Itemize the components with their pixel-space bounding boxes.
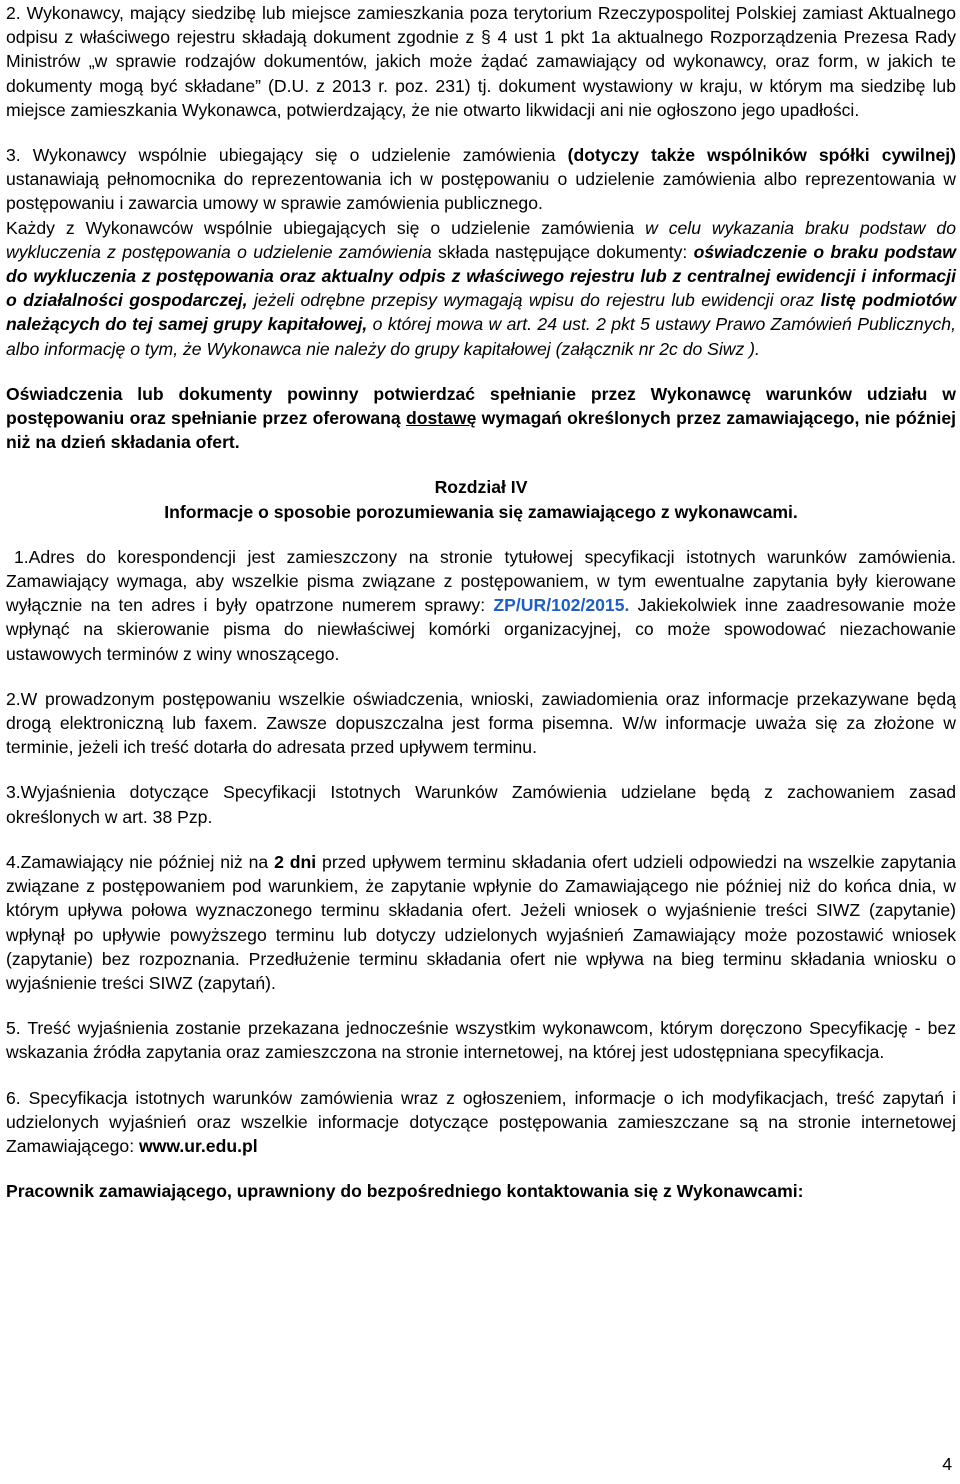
page-content	[6, 1, 956, 1203]
text-run: Jakiekolwiek inne zaadresowanie może wpłynąć na skierowanie pisma do niewłaściwej komórki organizacyjnej, co może spowodować niezachowanie ustawowych terminów z winy wnoszącego.	[6, 595, 956, 664]
text-run: 2 dni	[274, 851, 317, 872]
text-run: 5. Treść wyjaśnienia zostanie przekazana jednocześnie wszystkim wykonawcom, którym doręczono Specyfikację - bez wskazania źródła zapytania oraz zamieszczona na stronie internetowej, na której jest udostępniana specyfikacja.	[6, 1018, 956, 1063]
text-run: 4.Zamawiający nie później niż na	[6, 851, 275, 872]
chapter-subtitle: Informacje o sposobie porozumiewania się zamawiającego z wykonawcami.	[164, 501, 798, 522]
paragraph-electronic-communication	[6, 687, 956, 760]
text-run: oświadczenie o braku podstaw do wykluczenia z postępowania oraz aktualny odpis z właściwego rejestru lub z centralnej ewidencji i informacji o działalności gospodarczej,	[6, 241, 956, 311]
text-run: www.ur.edu.pl	[139, 1135, 258, 1156]
paragraph-clarification-distribution	[6, 1016, 956, 1064]
text-run: przed upływem terminu składania ofert udzieli odpowiedzi na wszelkie zapytania związane z postępowaniem pod warunkiem, że zapytanie wpłynie do Zamawiającego nie później niż do końca dnia, w którym upływa połowa wyznaczonego terminu składania ofert. Jeżeli wniosek o wyjaśnienie treści SIWZ (zapytanie) wpłynął po upływie powyższego terminu lub dotyczy udzielonych wyjaśnień Zamawiający może pozostawić wniosek (zapytanie) bez rozpoznania. Przedłużenie terminu składania ofert nie wpływa na bieg terminu składania wniosku o wyjaśnienie treści SIWZ (zapytań).	[6, 851, 956, 993]
text-run: Każdy z Wykonawców wspólnie ubiegających się o udzielenie zamówienia	[6, 217, 646, 238]
text-run: 1.Adres do korespondencji jest zamieszczony na stronie tytułowej specyfikacji istotnych warunków zamówienia. Zamawiający wymaga, aby wszelkie pisma związane z postępowaniem, w tym ewentualne zapytania były kierowane wyłącznie na ten adres i były opatrzone numerem sprawy:	[6, 546, 956, 616]
text-run: wymagań określonych przez zamawiającego, nie później niż na dzień składania ofert.	[6, 408, 956, 453]
paragraph-joint-contractors	[6, 143, 956, 216]
text-run: (dotyczy także wspólników spółki cywilnej)	[567, 145, 957, 166]
paragraph-contact-person	[6, 1179, 956, 1203]
text-run: jeżeli odrębne przepisy wymagają wpisu do rejestru lub ewidencji oraz	[247, 290, 821, 311]
text-run: 3.Wyjaśnienia dotyczące Specyfikacji Istotnych Warunków Zamówienia udzielane będą z zachowaniem zasad określonych w art. 38 Pzp.	[6, 782, 956, 827]
text-run: dostawę	[405, 408, 477, 429]
text-run: Pracownik zamawiającego, uprawniony do bezpośredniego kontaktowania się z Wykonawcami:	[6, 1181, 804, 1202]
text-run: ustanawiają pełnomocnika do reprezentowania ich w postępowaniu o udzielenie zamówienia albo reprezentowania w postępowaniu i zawarcia umowy w sprawie zamówienia publicznego.	[6, 169, 956, 214]
text-run: 2.W prowadzonym postępowaniu wszelkie oświadczenia, wnioski, zawiadomienia oraz informacje przekazywane będą drogą elektroniczną lub faxem. Zawsze dopuszczalna jest forma pisemna. W/w informacje uważa się za złożone w terminie, jeżeli ich treść dotarła do adresata przed upływem terminu.	[6, 688, 956, 758]
text-run: listę podmiotów należących do tej samej grupy kapitałowej,	[6, 290, 957, 335]
text-run: składa następujące dokumenty:	[431, 241, 694, 262]
text-run: Oświadczenia lub dokumenty powinny potwierdzać spełnianie przez Wykonawcę warunków udziału w postępowaniu oraz spełnianie przez oferowaną	[6, 383, 956, 429]
text-run: o której mowa w art. 24 ust. 2 pkt 5 ustawy Prawo Zamówień Publicznych, albo informację o tym, że Wykonawca nie należy do grupy kapitałowej (załącznik nr 2c do Siwz ).	[6, 314, 956, 359]
paragraph-joint-documents	[6, 216, 956, 361]
text-run: 2. Wykonawcy, mający siedzibę lub miejsce zamieszkania poza terytorium Rzeczypospolitej Polskiej zamiast Aktualnego odpisu z właściwego rejestru składają dokument zgodnie z § 4 ust 1 pkt 1a aktualnego Rozporządzenia Prezesa Rady Ministrów „w sprawie rodzajów dokumentów, jakich może żądać zamawiający od wykonawcy, oraz form, w jakich te dokumenty mogą być składane” (D.U. z 2013 r. poz. 231) tj. dokument wystawiony w kraju, w którym ma siedzibę lub miejsce zamieszkania Wykonawca, potwierdzający, że nie otwarto likwidacji ani nie ogłoszono jego upadłości.	[6, 3, 956, 120]
text-run: ZP/UR/102/2015.	[493, 595, 630, 616]
paragraph-clarifications	[6, 780, 956, 828]
text-run: 3. Wykonawcy wspólnie ubiegający się o udzielenie zamówienia	[6, 145, 568, 166]
paragraph-foreign-contractors	[6, 1, 956, 122]
paragraph-statements-requirement	[6, 382, 956, 455]
paragraph-correspondence-address	[6, 545, 956, 666]
text-run: w celu wykazania braku podstaw do wykluczenia z postępowania o udzielenie zamówienia	[6, 217, 956, 262]
page-number: 4	[942, 1454, 952, 1474]
text-run: 6. Specyfikacja istotnych warunków zamówienia wraz z ogłoszeniem, informacje o ich modyfikacjach, treść zapytań i udzielonych wyjaśnień oraz wszelkie informacje dotyczące postępowania zamieszczane są na stronie internetowej Zamawiającego:	[6, 1087, 956, 1156]
paragraph-website-publication	[6, 1086, 956, 1159]
chapter-title: Rozdział IV	[434, 477, 528, 498]
paragraph-answer-deadline	[6, 850, 956, 995]
